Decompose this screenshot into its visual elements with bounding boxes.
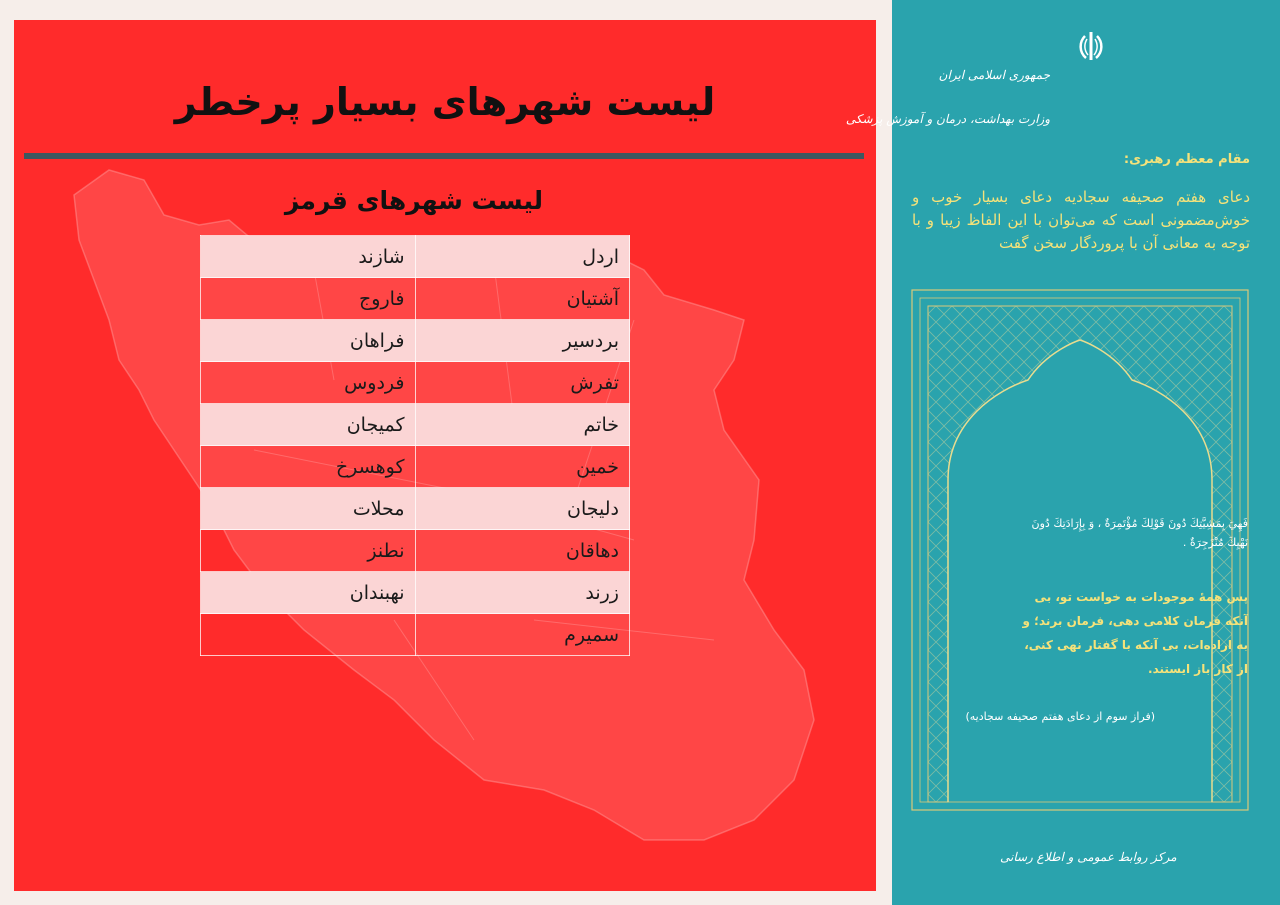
table-row (201, 236, 630, 278)
table-row (201, 404, 630, 446)
page-title: لیست شهرهای بسیار پرخطر (174, 80, 716, 124)
footer-credit: مرکز روابط عمومی و اطلاع رسانی (1000, 850, 1177, 864)
table-cell (201, 614, 416, 656)
ministry-name: وزارت بهداشت، درمان و آموزش پزشکی (845, 112, 1050, 126)
table-cell: فردوس (201, 362, 416, 404)
table-cell: کوهسرخ (201, 446, 416, 488)
table-row (201, 446, 630, 488)
red-panel (14, 20, 876, 891)
table-cell: اردل (415, 236, 630, 278)
leader-label: مقام معظم رهبری: (1123, 152, 1250, 167)
table-cell: شازند (201, 236, 416, 278)
table-cell: فاروج (201, 278, 416, 320)
sidebar-panel (845, 0, 1280, 905)
table-cell: زرند (415, 572, 630, 614)
table-cell: خاتم (415, 404, 630, 446)
table-cell: آشتیان (415, 278, 630, 320)
source-note: (فراز سوم از دعای هفتم صحیفه سجادیه) (965, 710, 1155, 723)
leader-quote: دعای هفتم صحیفه سجادیه دعای بسیار خوب و خوش‌مضمونی است که می‌توان با این الفاظ زیبا و با توجه به معانی آن با پروردگار سخن گفت (912, 188, 1250, 252)
republic-name: جمهوری اسلامی ایران (938, 68, 1050, 82)
table-row (201, 614, 630, 656)
table-row (201, 278, 630, 320)
table-cell: نهبندان (201, 572, 416, 614)
table-cell: کمیجان (201, 404, 416, 446)
table-row (201, 488, 630, 530)
table-cell: سمیرم (415, 614, 630, 656)
arabic-verse: فَهِيَ بِمَشِيَّتِكَ دُونَ قَوْلِكَ مُؤْتَمِرَةٌ ، وَ بِإِرَادَتِكَ دُونَ نَهْيِكَ مُنْزَجِرَةٌ . (1031, 517, 1248, 549)
table-cell: دلیجان (415, 488, 630, 530)
table-row (201, 530, 630, 572)
table-row (201, 320, 630, 362)
persian-translation: پس همهٔ موجودات به خواست تو، بی آنکه فرمان کلامی دهی، فرمان برند؛ و به اراده‌ات، بی آنکه با گفتار نهی کنی، از کار باز ایستند. (1022, 590, 1248, 676)
table-row (201, 362, 630, 404)
table-cell: خمین (415, 446, 630, 488)
red-cities-table (200, 235, 630, 656)
table-cell: نطنز (201, 530, 416, 572)
table-cell: محلات (201, 488, 416, 530)
table-cell: تفرش (415, 362, 630, 404)
emblem-icon (1077, 30, 1105, 64)
table-row (201, 572, 630, 614)
table-title: لیست شهرهای قرمز (284, 186, 544, 215)
title-divider (24, 153, 864, 159)
table-cell: بردسیر (415, 320, 630, 362)
table-cell: دهاقان (415, 530, 630, 572)
table-cell: فراهان (201, 320, 416, 362)
